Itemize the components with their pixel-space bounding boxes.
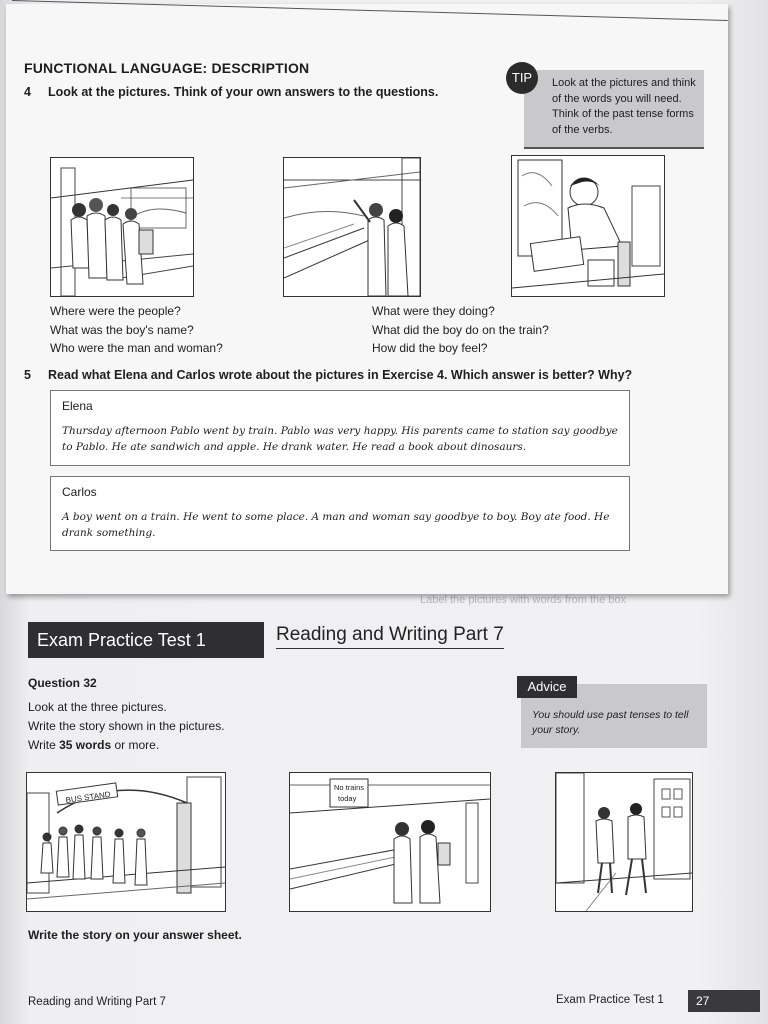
bus-stand-sign: BUS STAND: [65, 789, 112, 805]
answer-text: A boy went on a train. He went to some place. A man and woman say goodbye to boy. Boy ate food. He drank something.: [62, 511, 610, 539]
platform-illustration: [283, 157, 421, 297]
question-text: Read what Elena and Carlos wrote about the pictures in Exercise 4. Which answer is better? Why?: [48, 368, 633, 382]
no-trains-illustration: [289, 772, 491, 912]
question-line: What was the boy's name?: [50, 322, 194, 337]
questions-right: [372, 302, 549, 358]
train-window-illustration: [511, 155, 665, 297]
page-number: 27: [688, 990, 760, 1012]
tip-box: [524, 70, 704, 148]
station-illustration: [50, 157, 194, 297]
advice-label: Advice: [517, 676, 577, 698]
no-trains-sign-line: No trains: [334, 783, 365, 792]
tip-badge: TIP: [506, 62, 538, 94]
answer-box-carlos: [50, 476, 630, 551]
question-line: How did the boy feel?: [372, 341, 488, 355]
words-count: 35 words: [59, 738, 112, 752]
answer-author: Elena: [62, 399, 93, 413]
no-trains-sign-line: today: [338, 794, 357, 803]
exam-title: Exam Practice Test 1: [28, 622, 264, 658]
answer-text: Thursday afternoon Pablo went by train. Pablo was very happy. His parents came to station say goodbye to Pablo. He ate sandwich and apple. He drank water. He read a book about dinosaurs.: [62, 425, 618, 453]
answer-sheet-instruction: Write the story on your answer sheet.: [28, 928, 242, 942]
question-line: What were they doing?: [372, 304, 495, 318]
question-5: [24, 368, 632, 382]
question-number: 5: [24, 368, 31, 382]
street-illustration: [555, 772, 693, 912]
question-4: [24, 85, 438, 99]
questions-left: [50, 302, 223, 358]
answer-box-elena: [50, 390, 630, 466]
footer-section-label: Reading and Writing Part 7: [28, 996, 166, 1008]
instruction-line: Look at the three pictures.: [28, 700, 167, 714]
question-line: Who were the man and woman?: [50, 341, 223, 355]
instruction-line: Write the story shown in the pictures.: [28, 719, 225, 733]
bus-stand-illustration: [26, 772, 226, 912]
question-number: 4: [24, 85, 31, 99]
question-line: What did the boy do on the train?: [372, 322, 549, 337]
advice-text: You should use past tenses to tell your story.: [532, 709, 689, 736]
exam-subtitle: Reading and Writing Part 7: [276, 624, 504, 649]
question-line: Where were the people?: [50, 304, 181, 318]
tip-text: Look at the pictures and think of the words you will need. Think of the past tense forms of the verbs.: [552, 77, 696, 136]
section-title: FUNCTIONAL LANGUAGE: DESCRIPTION: [24, 60, 310, 76]
answer-author: Carlos: [62, 485, 97, 499]
footer-test-label: Exam Practice Test 1: [556, 994, 664, 1006]
words-suffix: or more.: [111, 738, 160, 752]
question-label: Question 32: [28, 676, 97, 690]
question-text: Look at the pictures. Think of your own answers to the questions.: [48, 85, 439, 99]
words-prefix: Write: [28, 738, 60, 752]
show-through: Label the pictures with words from the box: [420, 594, 627, 606]
word-count-instruction: [28, 738, 159, 752]
